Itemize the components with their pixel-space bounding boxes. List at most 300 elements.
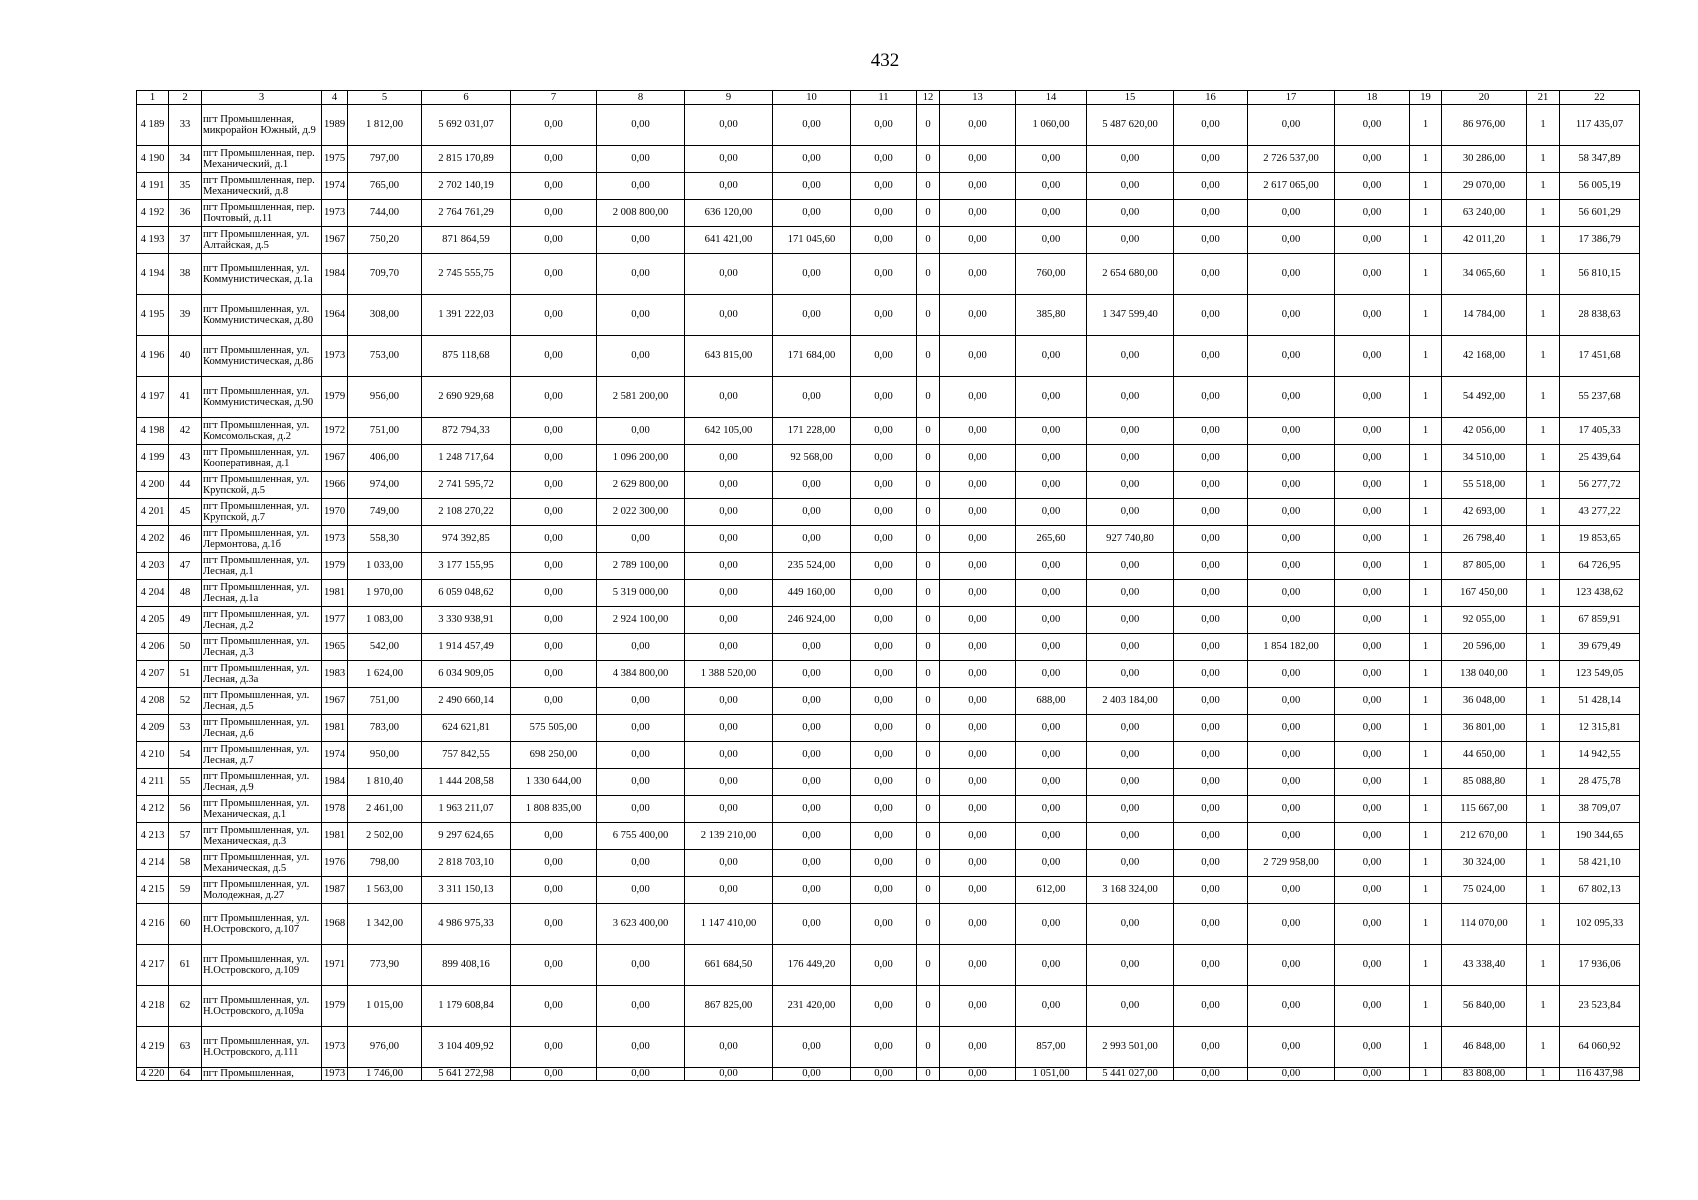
table-cell: 0,00 [1087, 146, 1174, 173]
address-cell: пгт Промышленная, ул. Коммунистическая, д.80 [202, 295, 322, 336]
page-number: 432 [870, 50, 900, 71]
table-cell: 0,00 [940, 499, 1016, 526]
table-cell: 235 524,00 [773, 553, 851, 580]
table-cell: 0,00 [940, 418, 1016, 445]
table-cell: 0,00 [1016, 499, 1087, 526]
table-cell: 0,00 [1248, 553, 1335, 580]
table-cell: 0,00 [940, 986, 1016, 1027]
table-cell: 1 808 835,00 [511, 796, 597, 823]
table-cell: 0,00 [1248, 418, 1335, 445]
table-cell: 1 [1527, 823, 1560, 850]
table-cell: 0,00 [773, 295, 851, 336]
table-row [137, 1027, 1640, 1068]
table-cell: 123 438,62 [1560, 580, 1640, 607]
table-cell: 0,00 [1087, 227, 1174, 254]
table-cell: 797,00 [348, 146, 422, 173]
table-cell: 4 205 [137, 607, 169, 634]
table-cell: 265,60 [1016, 526, 1087, 553]
table-cell: 0,00 [851, 336, 917, 377]
table-cell: 2 702 140,19 [422, 173, 511, 200]
table-cell: 0,00 [685, 634, 773, 661]
table-cell: 14 942,55 [1560, 742, 1640, 769]
table-cell: 0,00 [851, 445, 917, 472]
table-cell: 3 177 155,95 [422, 553, 511, 580]
column-header: 5 [348, 91, 422, 105]
table-cell: 0,00 [1248, 1068, 1335, 1081]
table-cell: 1 [1410, 580, 1442, 607]
table-cell: 0,00 [685, 850, 773, 877]
table-cell: 0,00 [511, 877, 597, 904]
table-cell: 974 392,85 [422, 526, 511, 553]
table-cell: 4 986 975,33 [422, 904, 511, 945]
table-cell: 0,00 [511, 688, 597, 715]
table-cell: 0,00 [685, 607, 773, 634]
table-cell: 0,00 [1248, 499, 1335, 526]
table-cell: 1 248 717,64 [422, 445, 511, 472]
table-cell: 0 [917, 526, 940, 553]
table-cell: 0,00 [1174, 877, 1248, 904]
table-cell: 0,00 [940, 607, 1016, 634]
table-cell: 0,00 [1174, 823, 1248, 850]
table-cell: 1 [1527, 986, 1560, 1027]
table-cell: 0,00 [1016, 418, 1087, 445]
table-cell: 171 045,60 [773, 227, 851, 254]
table-cell: 36 801,00 [1442, 715, 1527, 742]
table-cell: 0,00 [773, 688, 851, 715]
table-cell: 1 [1410, 472, 1442, 499]
table-row [137, 146, 1640, 173]
table-cell: 0,00 [1174, 227, 1248, 254]
table-cell: 612,00 [1016, 877, 1087, 904]
table-cell: 1 [1410, 823, 1442, 850]
table-cell: 0,00 [1335, 445, 1410, 472]
table-cell: 4 213 [137, 823, 169, 850]
table-cell: 36 [169, 200, 202, 227]
table-body [137, 91, 1640, 1081]
table-cell: 2 690 929,68 [422, 377, 511, 418]
table-cell: 30 324,00 [1442, 850, 1527, 877]
table-cell: 1976 [322, 850, 348, 877]
table-cell: 6 755 400,00 [597, 823, 685, 850]
column-header: 12 [917, 91, 940, 105]
table-cell: 190 344,65 [1560, 823, 1640, 850]
table-cell: 43 277,22 [1560, 499, 1640, 526]
table-cell: 0,00 [940, 634, 1016, 661]
table-cell: 0,00 [773, 1027, 851, 1068]
table-cell: 0,00 [773, 499, 851, 526]
table-row [137, 661, 1640, 688]
table-cell: 1979 [322, 377, 348, 418]
table-cell: 4 196 [137, 336, 169, 377]
table-row [137, 553, 1640, 580]
table-cell: 171 228,00 [773, 418, 851, 445]
column-header: 11 [851, 91, 917, 105]
table-cell: 2 490 660,14 [422, 688, 511, 715]
table-cell: 1 [1410, 173, 1442, 200]
table-cell: 0,00 [597, 105, 685, 146]
table-cell: 1 051,00 [1016, 1068, 1087, 1081]
table-cell: 0,00 [1174, 904, 1248, 945]
table-cell: 1 [1527, 499, 1560, 526]
table-cell: 55 237,68 [1560, 377, 1640, 418]
table-cell: 171 684,00 [773, 336, 851, 377]
table-cell: 60 [169, 904, 202, 945]
table-cell: 85 088,80 [1442, 769, 1527, 796]
table-cell: 0,00 [940, 796, 1016, 823]
table-cell: 0,00 [1174, 445, 1248, 472]
table-cell: 2 654 680,00 [1087, 254, 1174, 295]
table-cell: 1 [1410, 661, 1442, 688]
table-cell: 0,00 [1016, 945, 1087, 986]
table-row [137, 499, 1640, 526]
table-cell: 0,00 [597, 769, 685, 796]
table-cell: 6 034 909,05 [422, 661, 511, 688]
table-cell: 976,00 [348, 1027, 422, 1068]
table-cell: 0,00 [940, 336, 1016, 377]
column-header: 19 [1410, 91, 1442, 105]
address-cell: пгт Промышленная, ул. Лесная, д.7 [202, 742, 322, 769]
table-cell: 0,00 [597, 688, 685, 715]
table-cell: 3 330 938,91 [422, 607, 511, 634]
table-cell: 0,00 [1087, 580, 1174, 607]
table-row [137, 769, 1640, 796]
table-cell: 4 192 [137, 200, 169, 227]
table-cell: 0 [917, 105, 940, 146]
table-cell: 1 [1410, 553, 1442, 580]
table-cell: 0,00 [511, 445, 597, 472]
table-cell: 48 [169, 580, 202, 607]
column-header: 20 [1442, 91, 1527, 105]
table-cell: 0,00 [851, 254, 917, 295]
table-cell: 0,00 [511, 823, 597, 850]
table-cell: 1 [1527, 688, 1560, 715]
table-cell: 0 [917, 1068, 940, 1081]
table-cell: 20 596,00 [1442, 634, 1527, 661]
table-cell: 1984 [322, 769, 348, 796]
table-cell: 29 070,00 [1442, 173, 1527, 200]
table-cell: 1 [1527, 634, 1560, 661]
table-row [137, 1068, 1640, 1081]
table-row [137, 254, 1640, 295]
table-cell: 0,00 [597, 945, 685, 986]
table-cell: 0,00 [685, 1068, 773, 1081]
table-cell: 115 667,00 [1442, 796, 1527, 823]
table-cell: 0,00 [685, 377, 773, 418]
table-cell: 0,00 [1248, 945, 1335, 986]
table-cell: 0,00 [685, 295, 773, 336]
table-cell: 64 [169, 1068, 202, 1081]
table-cell: 75 024,00 [1442, 877, 1527, 904]
table-cell: 4 384 800,00 [597, 661, 685, 688]
table-cell: 0,00 [940, 850, 1016, 877]
data-table [136, 90, 1640, 1081]
table-cell: 709,70 [348, 254, 422, 295]
table-cell: 1 [1527, 146, 1560, 173]
table-cell: 575 505,00 [511, 715, 597, 742]
table-cell: 0,00 [851, 769, 917, 796]
table-cell: 17 405,33 [1560, 418, 1640, 445]
table-cell: 1 [1410, 904, 1442, 945]
table-cell: 0,00 [940, 553, 1016, 580]
table-cell: 4 199 [137, 445, 169, 472]
column-header: 15 [1087, 91, 1174, 105]
table-cell: 64 060,92 [1560, 1027, 1640, 1068]
table-cell: 0,00 [1174, 146, 1248, 173]
table-cell: 0,00 [1248, 715, 1335, 742]
table-cell: 0,00 [940, 877, 1016, 904]
table-cell: 0,00 [597, 742, 685, 769]
table-row [137, 526, 1640, 553]
table-cell: 698 250,00 [511, 742, 597, 769]
table-cell: 956,00 [348, 377, 422, 418]
table-cell: 0,00 [851, 1068, 917, 1081]
table-cell: 0 [917, 945, 940, 986]
table-cell: 0,00 [1087, 607, 1174, 634]
table-cell: 1 [1527, 661, 1560, 688]
table-cell: 1 624,00 [348, 661, 422, 688]
table-cell: 9 297 624,65 [422, 823, 511, 850]
table-cell: 0,00 [1016, 634, 1087, 661]
table-cell: 5 641 272,98 [422, 1068, 511, 1081]
table-cell: 1989 [322, 105, 348, 146]
table-cell: 0,00 [1248, 200, 1335, 227]
table-cell: 2 815 170,89 [422, 146, 511, 173]
table-cell: 0,00 [511, 607, 597, 634]
table-cell: 0,00 [851, 553, 917, 580]
table-row [137, 418, 1640, 445]
table-cell: 42 [169, 418, 202, 445]
table-cell: 0,00 [1335, 295, 1410, 336]
table-cell: 0,00 [597, 634, 685, 661]
table-cell: 0,00 [685, 796, 773, 823]
table-cell: 0,00 [1335, 1027, 1410, 1068]
table-cell: 0,00 [685, 877, 773, 904]
table-cell: 1 096 200,00 [597, 445, 685, 472]
table-cell: 1981 [322, 580, 348, 607]
table-cell: 61 [169, 945, 202, 986]
table-cell: 0,00 [1087, 336, 1174, 377]
table-cell: 0,00 [940, 945, 1016, 986]
table-cell: 0,00 [940, 472, 1016, 499]
table-cell: 783,00 [348, 715, 422, 742]
table-cell: 0,00 [940, 254, 1016, 295]
table-cell: 0 [917, 1027, 940, 1068]
table-cell: 3 623 400,00 [597, 904, 685, 945]
table-cell: 0,00 [1248, 769, 1335, 796]
table-cell: 0,00 [597, 1027, 685, 1068]
table-cell: 0,00 [1335, 904, 1410, 945]
table-cell: 1 [1410, 1027, 1442, 1068]
table-cell: 0,00 [1248, 445, 1335, 472]
table-cell: 0,00 [1248, 688, 1335, 715]
table-cell: 1973 [322, 200, 348, 227]
table-cell: 0,00 [685, 715, 773, 742]
table-cell: 0,00 [851, 499, 917, 526]
table-cell: 0,00 [773, 200, 851, 227]
table-cell: 42 168,00 [1442, 336, 1527, 377]
table-cell: 38 709,07 [1560, 796, 1640, 823]
table-row [137, 904, 1640, 945]
table-cell: 0,00 [851, 418, 917, 445]
table-cell: 0,00 [1087, 742, 1174, 769]
table-cell: 1 [1410, 769, 1442, 796]
table-cell: 1 [1410, 1068, 1442, 1081]
table-cell: 0,00 [511, 1027, 597, 1068]
table-cell: 0,00 [1087, 986, 1174, 1027]
table-cell: 308,00 [348, 295, 422, 336]
table-cell: 0,00 [851, 945, 917, 986]
address-cell: пгт Промышленная, микрорайон Южный, д.9 [202, 105, 322, 146]
table-cell: 0,00 [685, 688, 773, 715]
table-cell: 4 204 [137, 580, 169, 607]
table-cell: 0,00 [511, 227, 597, 254]
table-cell: 0,00 [1016, 146, 1087, 173]
table-cell: 231 420,00 [773, 986, 851, 1027]
table-cell: 56 810,15 [1560, 254, 1640, 295]
table-cell: 1 810,40 [348, 769, 422, 796]
table-cell: 0,00 [511, 105, 597, 146]
table-cell: 0 [917, 146, 940, 173]
column-header: 9 [685, 91, 773, 105]
table-cell: 0,00 [1016, 715, 1087, 742]
table-cell: 0,00 [1174, 715, 1248, 742]
table-cell: 0,00 [851, 526, 917, 553]
table-cell: 0,00 [1174, 553, 1248, 580]
table-cell: 0,00 [940, 1027, 1016, 1068]
table-cell: 55 [169, 769, 202, 796]
table-cell: 0,00 [1174, 742, 1248, 769]
table-cell: 0,00 [511, 526, 597, 553]
table-cell: 1 854 182,00 [1248, 634, 1335, 661]
address-cell: пгт Промышленная, ул. Алтайская, д.5 [202, 227, 322, 254]
table-cell: 2 993 501,00 [1087, 1027, 1174, 1068]
table-cell: 0,00 [1087, 200, 1174, 227]
table-cell: 0,00 [1335, 634, 1410, 661]
table-cell: 0,00 [511, 377, 597, 418]
table-cell: 0,00 [597, 850, 685, 877]
table-cell: 0,00 [773, 105, 851, 146]
table-cell: 53 [169, 715, 202, 742]
table-cell: 1 444 208,58 [422, 769, 511, 796]
table-row [137, 607, 1640, 634]
table-cell: 0,00 [1248, 607, 1335, 634]
table-cell: 114 070,00 [1442, 904, 1527, 945]
table-cell: 0 [917, 377, 940, 418]
table-cell: 17 936,06 [1560, 945, 1640, 986]
table-cell: 0,00 [940, 769, 1016, 796]
address-cell: пгт Промышленная, ул. Лесная, д.1а [202, 580, 322, 607]
table-cell: 0 [917, 661, 940, 688]
table-cell: 12 315,81 [1560, 715, 1640, 742]
table-cell: 1 [1410, 850, 1442, 877]
table-cell: 0,00 [773, 850, 851, 877]
table-cell: 4 203 [137, 553, 169, 580]
table-cell: 0,00 [1248, 227, 1335, 254]
table-cell: 872 794,33 [422, 418, 511, 445]
table-cell: 0,00 [940, 200, 1016, 227]
table-cell: 1 [1410, 336, 1442, 377]
table-cell: 0,00 [597, 877, 685, 904]
table-cell: 30 286,00 [1442, 146, 1527, 173]
table-cell: 0,00 [1087, 769, 1174, 796]
table-cell: 1 970,00 [348, 580, 422, 607]
table-cell: 950,00 [348, 742, 422, 769]
table-row [137, 377, 1640, 418]
table-cell: 0,00 [597, 526, 685, 553]
address-cell: пгт Промышленная, ул. Механическая, д.1 [202, 796, 322, 823]
table-cell: 1 [1527, 553, 1560, 580]
table-cell: 1973 [322, 526, 348, 553]
table-cell: 0,00 [1335, 173, 1410, 200]
table-cell: 4 194 [137, 254, 169, 295]
table-cell: 2 108 270,22 [422, 499, 511, 526]
table-row [137, 742, 1640, 769]
table-cell: 0,00 [1016, 607, 1087, 634]
column-header: 17 [1248, 91, 1335, 105]
table-cell: 44 650,00 [1442, 742, 1527, 769]
table-cell: 0,00 [597, 227, 685, 254]
table-cell: 0,00 [597, 336, 685, 377]
table-row [137, 105, 1640, 146]
table-cell: 0,00 [1087, 715, 1174, 742]
table-cell: 0,00 [511, 295, 597, 336]
table-row [137, 336, 1640, 377]
table-cell: 0,00 [1335, 769, 1410, 796]
table-cell: 63 240,00 [1442, 200, 1527, 227]
table-cell: 0,00 [1335, 945, 1410, 986]
table-cell: 749,00 [348, 499, 422, 526]
table-cell: 64 726,95 [1560, 553, 1640, 580]
table-cell: 0,00 [1335, 526, 1410, 553]
table-cell: 1975 [322, 146, 348, 173]
table-cell: 636 120,00 [685, 200, 773, 227]
table-cell: 0,00 [1335, 105, 1410, 146]
table-cell: 0 [917, 769, 940, 796]
column-header: 21 [1527, 91, 1560, 105]
table-cell: 57 [169, 823, 202, 850]
table-cell: 0,00 [773, 1068, 851, 1081]
table-cell: 0,00 [1174, 634, 1248, 661]
table-cell: 0,00 [1248, 986, 1335, 1027]
table-row [137, 823, 1640, 850]
table-cell: 0,00 [1174, 105, 1248, 146]
table-cell: 0 [917, 200, 940, 227]
table-cell: 0,00 [1174, 661, 1248, 688]
table-cell: 46 [169, 526, 202, 553]
table-cell: 34 [169, 146, 202, 173]
table-cell: 0,00 [1335, 688, 1410, 715]
table-cell: 385,80 [1016, 295, 1087, 336]
address-cell: пгт Промышленная, ул. Молодежная, д.27 [202, 877, 322, 904]
table-cell: 17 451,68 [1560, 336, 1640, 377]
table-cell: 0,00 [1016, 553, 1087, 580]
table-cell: 0,00 [1174, 418, 1248, 445]
table-cell: 3 168 324,00 [1087, 877, 1174, 904]
table-cell: 0,00 [1087, 661, 1174, 688]
table-cell: 1 963 211,07 [422, 796, 511, 823]
table-cell: 1 [1410, 200, 1442, 227]
table-cell: 0,00 [1174, 377, 1248, 418]
table-cell: 43 [169, 445, 202, 472]
table-cell: 51 [169, 661, 202, 688]
table-cell: 34 510,00 [1442, 445, 1527, 472]
table-cell: 0,00 [1335, 200, 1410, 227]
table-cell: 4 207 [137, 661, 169, 688]
address-cell: пгт Промышленная, ул. Н.Островского, д.109 [202, 945, 322, 986]
table-cell: 0,00 [597, 1068, 685, 1081]
table-cell: 0,00 [685, 472, 773, 499]
table-cell: 117 435,07 [1560, 105, 1640, 146]
